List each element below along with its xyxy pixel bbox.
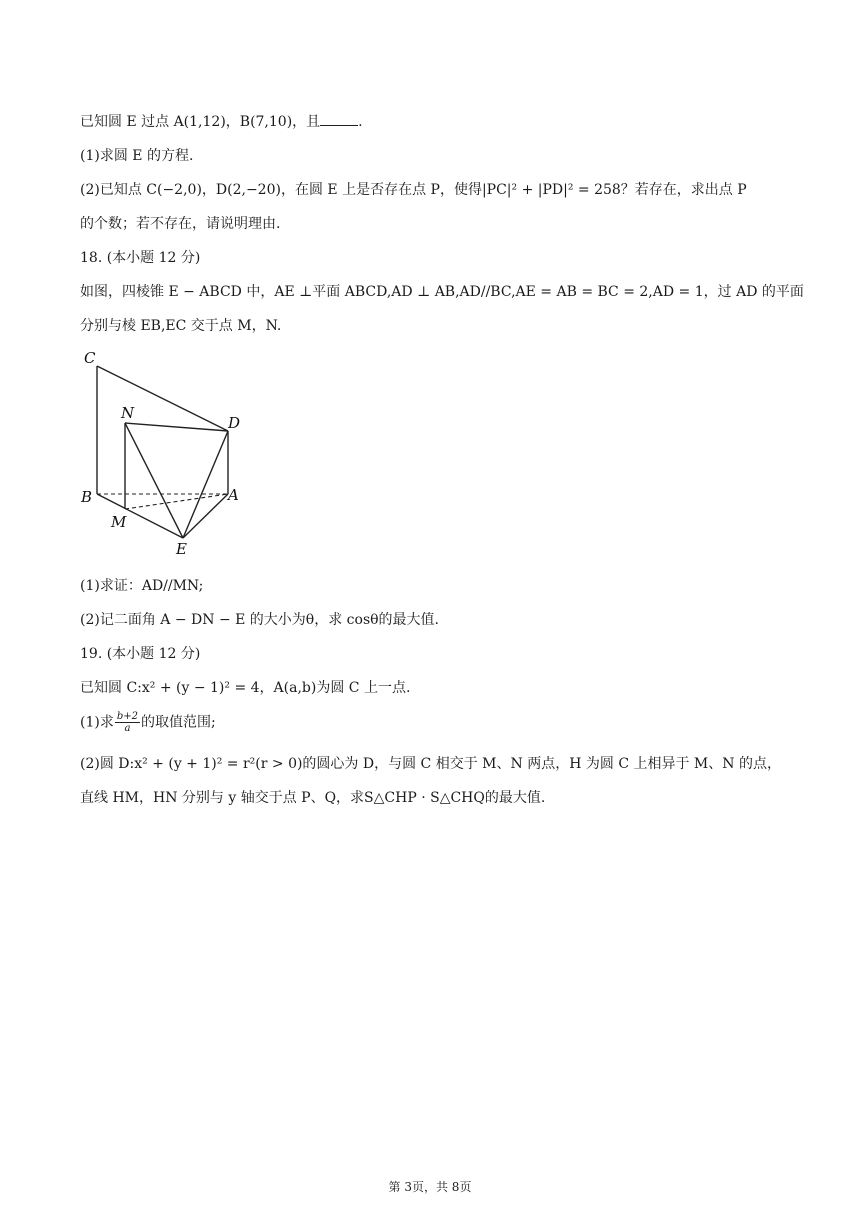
p19-heading: 19. (本小题 12 分) — [80, 646, 201, 662]
label-E: E — [176, 540, 187, 558]
p17-intro: 已知圆 E 过点 A(1,12)，B(7,10)，且 . — [80, 114, 363, 130]
edge-AE — [183, 494, 228, 538]
p17-part2-line1: (2)已知点 C(−2,0)，D(2,−20)，在圆 E 上是否存在点 P，使得|PC|² + |PD|² = 258？若存在，求出点 P — [80, 182, 747, 198]
p19-line1: 已知圆 C:x² + (y − 1)² = 4，A(a,b)为圆 C 上一点. — [80, 680, 411, 696]
p18-part2: (2)记二面角 A − DN − E 的大小为θ，求 cosθ的最大值. — [80, 612, 440, 628]
edge-CD — [97, 366, 228, 431]
p17-part2-line2: 的个数；若不存在，请说明理由. — [80, 216, 281, 232]
pyramid-figure — [78, 346, 258, 560]
p17-intro-text: 已知圆 E 过点 A(1,12)，B(7,10)，且 — [80, 114, 321, 130]
answer-blank — [320, 113, 358, 126]
label-A: A — [228, 486, 239, 504]
label-B: B — [81, 488, 93, 506]
edge-ND — [125, 423, 228, 431]
label-M: M — [111, 513, 127, 531]
p19-part2-line2: 直线 HM，HN 分别与 y 轴交于点 P、Q，求S△CHP · S△CHQ的最大值. — [80, 790, 546, 806]
p18-line1: 如图，四棱锥 E − ABCD 中，AE ⊥平面 ABCD,AD ⊥ AB,AD//BC,AE = AB = BC = 2,AD = 1，过 AD 的平面 — [80, 284, 804, 300]
label-C: C — [84, 349, 96, 367]
p19-part1: (1)求 $\frac{b+2}{a}$ 的取值范围; — [80, 711, 216, 734]
p18-line2: 分别与棱 EB,EC 交于点 M，N. — [80, 318, 282, 334]
p18-part1: (1)求证：AD//MN; — [80, 578, 204, 594]
p19-part2-line1: (2)圆 D:x² + (y + 1)² = r²(r > 0)的圆心为 D，与圆 C 相交于 M、N 两点，H 为圆 C 上相异于 M、N 的点， — [80, 756, 781, 772]
p18-heading: 18. (本小题 12 分) — [80, 250, 201, 266]
label-N: N — [121, 404, 135, 422]
edge-DE — [183, 431, 228, 538]
edge-BE — [97, 494, 183, 538]
label-D: D — [228, 414, 241, 432]
p17-part1: (1)求圆 E 的方程. — [80, 148, 194, 164]
fraction: $\frac{b+2}{a}$ — [116, 711, 138, 734]
edge-NE — [125, 423, 183, 538]
edge-MA-hidden — [125, 494, 228, 509]
page-footer: 第 3页，共 8页 — [388, 1180, 472, 1194]
